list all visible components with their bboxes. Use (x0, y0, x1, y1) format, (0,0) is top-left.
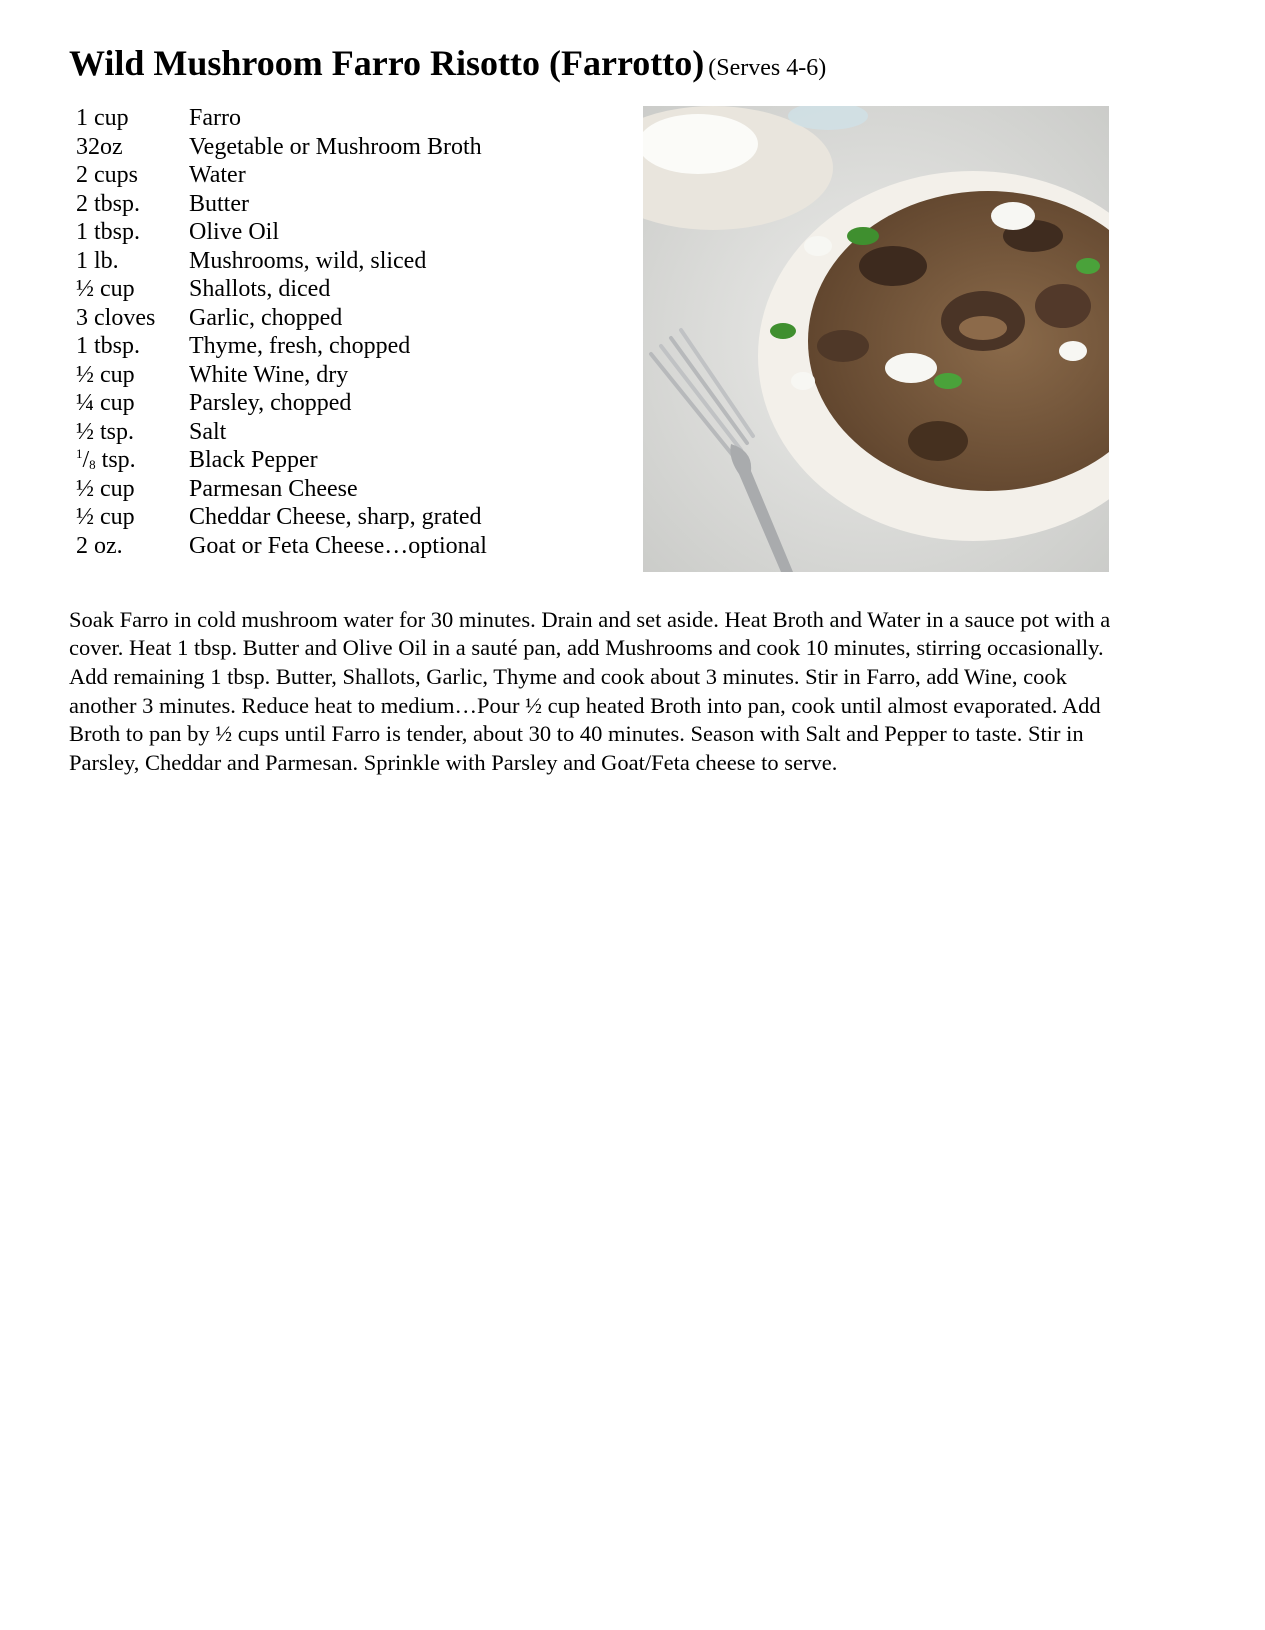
recipe-serves: (Serves 4-6) (708, 55, 827, 81)
recipe-title-line (69, 42, 826, 84)
parsley-leaf (934, 373, 962, 389)
ingredient-quantity: 2 cups (76, 162, 138, 188)
parsley-leaf (1076, 258, 1100, 274)
cheese-crumble (885, 353, 937, 383)
risotto-photo-illustration (643, 106, 1109, 572)
mushroom-slice (908, 421, 968, 461)
ingredient-row (76, 161, 487, 190)
ingredient-name: Parsley, chopped (189, 390, 352, 416)
ingredient-name: Farro (189, 105, 241, 131)
ingredient-list (76, 104, 487, 560)
ingredient-name: Garlic, chopped (189, 304, 343, 331)
ingredient-quantity: ¼ cup (76, 390, 135, 416)
fraction-numerator: 1 (76, 446, 83, 461)
ingredient-row (76, 389, 487, 418)
side-bowl-cheese (643, 114, 758, 174)
ingredient-quantity: ½ cup (76, 475, 135, 502)
ingredient-row (76, 218, 487, 247)
ingredient-quantity: 2 tbsp. (76, 190, 141, 217)
ingredient-name: Cheddar Cheese, sharp, grated (189, 504, 482, 530)
ingredient-name: Olive Oil (189, 219, 279, 245)
recipe-title: Wild Mushroom Farro Risotto (Farrotto) (69, 43, 705, 83)
mushroom-slice (1035, 284, 1091, 328)
ingredient-quantity: ½ cup (76, 504, 135, 530)
ingredient-row (76, 247, 487, 276)
method-paragraph: Soak Farro in cold mushroom water for 30 minutes. Drain and set aside. Heat Broth and Water in a sauce pot with a cover. Heat 1 tbsp. Butter and Olive Oil in a sauté pan, add Mushrooms and cook 10 minutes, stirring occasionally. Add remaining 1 tbsp. Butter, Shallots, Garlic, Thyme and cook about 3 minutes. Stir in Farro, add Wine, cook another 3 minutes. Reduce heat to medium…Pour ½ cup heated Broth into pan, cook until almost evaporated. Add Broth to pan by ½ cups until Farro is tender, about 30 to 40 minutes. Season with Salt and Pepper to taste. Stir in Parsley, Cheddar and Parmesan. Sprinkle with Parsley and Goat/Feta cheese to serve. (69, 606, 1111, 776)
mushroom-slice (859, 246, 927, 286)
ingredient-quantity: ½ cup (76, 361, 135, 388)
ingredient-row (76, 503, 487, 532)
ingredient-name: White Wine, dry (189, 361, 349, 388)
ingredient-quantity: ½ cup (76, 276, 135, 302)
ingredient-row (76, 104, 487, 133)
cheese-crumble (791, 372, 815, 390)
ingredient-quantity: 1 cup (76, 105, 129, 131)
parsley-leaf (770, 323, 796, 339)
ingredient-row (76, 446, 487, 475)
cheese-crumble (804, 236, 832, 256)
ingredient-name: Butter (189, 190, 249, 217)
ingredient-name: Shallots, diced (189, 276, 331, 302)
ingredient-name: Goat or Feta Cheese…optional (189, 532, 487, 559)
ingredient-name: Water (189, 162, 246, 188)
cheese-crumble (1059, 341, 1087, 361)
ingredient-row (76, 304, 487, 333)
ingredient-row (76, 532, 487, 561)
ingredient-quantity: 2 oz. (76, 532, 123, 559)
ingredient-quantity: $^1/_8$ tsp. (76, 446, 136, 473)
mushroom-slice (817, 330, 869, 362)
ingredient-quantity: 1 lb. (76, 247, 119, 274)
ingredient-name: Thyme, fresh, chopped (189, 333, 411, 359)
ingredient-quantity: 3 cloves (76, 304, 156, 331)
quantity-unit: tsp. (95, 447, 136, 473)
ingredient-quantity: 1 tbsp. (76, 219, 141, 245)
ingredient-row (76, 418, 487, 447)
mushroom-slice (959, 316, 1007, 340)
ingredient-name: Black Pepper (189, 447, 318, 473)
ingredient-name: Mushrooms, wild, sliced (189, 247, 427, 274)
fraction-denominator: 8 (89, 457, 96, 472)
ingredient-row (76, 133, 487, 162)
ingredient-name: Vegetable or Mushroom Broth (189, 133, 482, 160)
ingredient-row (76, 332, 487, 361)
ingredient-quantity: 1 tbsp. (76, 333, 141, 359)
risotto-photo (643, 106, 1109, 572)
ingredient-name: Parmesan Cheese (189, 475, 358, 502)
ingredient-row (76, 190, 487, 219)
ingredient-name: Salt (189, 418, 227, 445)
parsley-leaf (847, 227, 879, 245)
ingredient-quantity: 32oz (76, 133, 123, 160)
cheese-crumble (991, 202, 1035, 230)
ingredient-row (76, 361, 487, 390)
ingredient-row (76, 475, 487, 504)
ingredient-row (76, 275, 487, 304)
ingredient-quantity: ½ tsp. (76, 418, 135, 445)
